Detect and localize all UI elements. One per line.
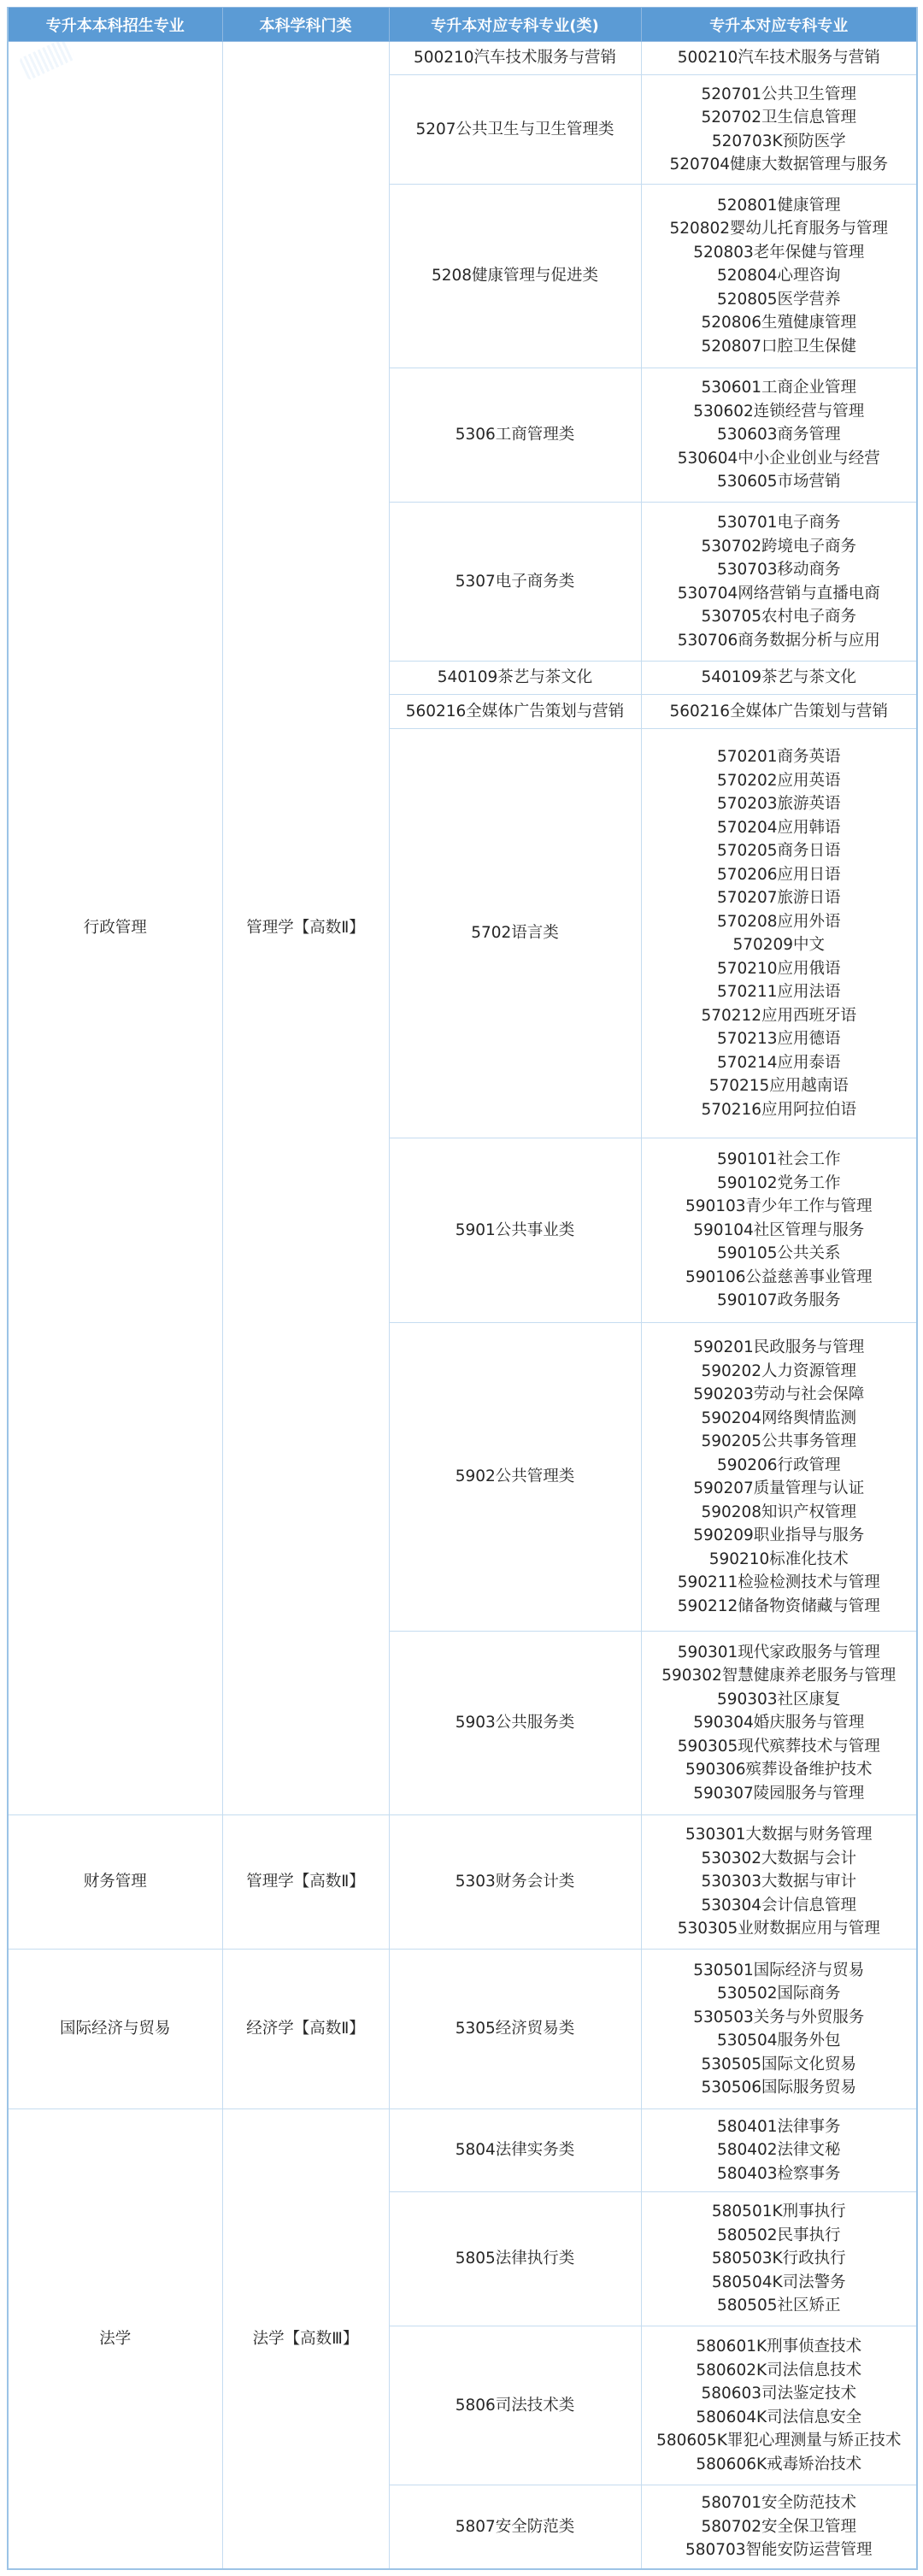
- college-major-item: 590106公益慈善事业管理: [685, 1267, 873, 1286]
- college-major-item: 590208知识产权管理: [701, 1503, 857, 1521]
- college-major-item: 520803老年保健与管理: [693, 243, 865, 262]
- college-major-item: 570205商务日语: [716, 842, 841, 860]
- college-major-item: 590103青少年工作与管理: [685, 1197, 873, 1216]
- college-major-item: 580401法律事务: [716, 2117, 841, 2136]
- college-major-item: 580605K罪犯心理测量与矫正技术: [656, 2432, 902, 2450]
- college-major-item: 580602K司法信息技术: [696, 2361, 862, 2379]
- college-major-item: 570209中文: [732, 936, 826, 954]
- header-college-major-class: 专升本对应专科专业(类): [389, 8, 641, 42]
- college-major-item: 530704网络营销与直播电商: [677, 584, 880, 603]
- college-major-item: 530304会计信息管理: [701, 1896, 857, 1914]
- college-major-item: 570213应用德语: [716, 1030, 841, 1048]
- college-major-item: 590301现代家政服务与管理: [677, 1643, 880, 1661]
- college-major-item: 520703K预防医学: [711, 132, 846, 150]
- college-major-list-cell: [641, 1323, 917, 1632]
- college-major-item: 590203劳动与社会保障: [693, 1385, 865, 1403]
- table-header-row: [8, 8, 917, 42]
- college-major-item: 590211检验检测技术与管理: [677, 1573, 880, 1591]
- college-major-list-cell: [641, 2326, 917, 2485]
- undergrad-major-cell: 法学: [8, 2109, 222, 2569]
- undergrad-major-cell: 财务管理: [8, 1815, 222, 1950]
- college-major-list-cell: [641, 1632, 917, 1815]
- college-major-item: 590202人力资源管理: [701, 1362, 857, 1380]
- college-major-item: 570211应用法语: [716, 983, 841, 1001]
- college-major-item: 590101社会工作: [716, 1150, 841, 1169]
- college-major-class-cell: 5702语言类: [389, 729, 641, 1138]
- college-major-item: 590210标准化技术: [708, 1550, 849, 1568]
- college-major-list-cell: [641, 1138, 917, 1323]
- college-major-item: 590206行政管理: [716, 1456, 841, 1474]
- college-major-class-cell: 5307电子商务类: [389, 503, 641, 662]
- college-major-item: 530601工商企业管理: [701, 379, 857, 397]
- college-major-item: 520704健康大数据管理与服务: [669, 156, 889, 173]
- college-major-item: 570203旅游英语: [716, 795, 841, 813]
- college-major-item: 580502民事执行: [716, 2226, 841, 2244]
- discipline-category-cell: 管理学【高数Ⅱ】: [222, 1815, 389, 1950]
- header-college-major: 专升本对应专科专业: [641, 8, 917, 42]
- college-major-item: 520804心理咨询: [716, 267, 841, 285]
- college-major-item: 520802婴幼儿托育服务与管理: [669, 220, 889, 238]
- college-major-item: 570214应用泰语: [716, 1053, 841, 1072]
- college-major-item: 530602连锁经营与管理: [693, 402, 865, 421]
- undergrad-major-cell: 国际经济与贸易: [8, 1950, 222, 2109]
- college-major-class-cell: 5807安全防范类: [389, 2485, 641, 2569]
- college-major-item: 530505国际文化贸易: [701, 2055, 857, 2073]
- college-major-item: 580701安全防范技术: [701, 2494, 857, 2512]
- college-major-class-cell: 5804法律实务类: [389, 2109, 641, 2192]
- college-major-item: 570201商务英语: [716, 748, 841, 766]
- college-major-class-cell: 560216全媒体广告策划与营销: [389, 695, 641, 729]
- college-major-item: 540109茶艺与茶文化: [701, 668, 857, 687]
- table-row: [8, 2109, 917, 2192]
- college-major-item: 570204应用韩语: [716, 818, 841, 837]
- college-major-list-cell: [641, 75, 917, 185]
- college-major-item: 570212应用西班牙语: [701, 1006, 857, 1025]
- college-major-item: 590207质量管理与认证: [693, 1479, 865, 1497]
- college-major-list-cell: [641, 2109, 917, 2192]
- college-major-item: 590307陵园服务与管理: [693, 1784, 865, 1803]
- table-body: [8, 42, 917, 2569]
- college-major-list-cell: [641, 1950, 917, 2109]
- college-major-item: 590104社区管理与服务: [693, 1220, 865, 1239]
- college-major-class-cell: 5207公共卫生与卫生管理类: [389, 75, 641, 185]
- college-major-item: 530503关务与外贸服务: [693, 2008, 865, 2026]
- college-major-item: 590105公共关系: [716, 1244, 841, 1263]
- college-major-item: 590102党务工作: [716, 1173, 841, 1192]
- college-major-item: 530502国际商务: [716, 1985, 841, 2003]
- college-major-item: 530301大数据与财务管理: [685, 1826, 873, 1844]
- college-major-item: 500210汽车技术服务与营销: [677, 49, 880, 68]
- college-major-class-cell: 500210汽车技术服务与营销: [389, 42, 641, 75]
- college-major-class-cell: 5805法律执行类: [389, 2192, 641, 2326]
- college-major-item: 580402法律文秘: [716, 2141, 841, 2160]
- college-major-item: 580504K司法警务: [711, 2273, 846, 2291]
- header-discipline-category: 本科学科门类: [222, 8, 389, 42]
- college-major-item: 570206应用日语: [716, 865, 841, 884]
- table-row: [8, 1815, 917, 1950]
- college-major-item: 590204网络舆情监测: [701, 1409, 857, 1427]
- college-major-item: 580606K戒毒矫治技术: [696, 2455, 862, 2473]
- college-major-item: 580503K行政执行: [711, 2250, 846, 2268]
- college-major-class-cell: 5901公共事业类: [389, 1138, 641, 1323]
- header-undergrad-major: 专升本本科招生专业: [8, 8, 222, 42]
- college-major-item: 580703智能安防运营管理: [685, 2541, 873, 2559]
- college-major-item: 520806生殖健康管理: [701, 314, 857, 332]
- college-major-item: 530703移动商务: [716, 561, 841, 579]
- college-major-item: 590303社区康复: [716, 1690, 841, 1709]
- college-major-item: 590209职业指导与服务: [693, 1526, 865, 1544]
- college-major-item: 570215应用越南语: [708, 1077, 849, 1095]
- college-major-class-cell: 5902公共管理类: [389, 1323, 641, 1632]
- college-major-item: 520805医学营养: [716, 290, 841, 309]
- discipline-category-cell: 管理学【高数Ⅱ】: [222, 42, 389, 1815]
- college-major-item: 590201民政服务与管理: [693, 1338, 865, 1356]
- college-major-class-cell: 5208健康管理与促进类: [389, 185, 641, 368]
- discipline-category-cell: 经济学【高数Ⅱ】: [222, 1950, 389, 2109]
- undergrad-major-cell: 行政管理: [8, 42, 222, 1815]
- college-major-item: 570210应用俄语: [716, 959, 841, 978]
- college-major-item: 530506国际服务贸易: [701, 2079, 857, 2097]
- college-major-item: 520701公共卫生管理: [701, 85, 857, 103]
- college-major-item: 530705农村电子商务: [701, 608, 857, 626]
- college-major-list-cell: [641, 1815, 917, 1950]
- college-major-item: 520807口腔卫生保健: [701, 337, 857, 356]
- college-major-item: 530706商务数据分析与应用: [677, 631, 880, 650]
- college-major-item: 530504服务外包: [716, 2032, 841, 2050]
- table-row: [8, 42, 917, 75]
- college-major-list-cell: [641, 503, 917, 662]
- discipline-category-cell: 法学【高数Ⅲ】: [222, 2109, 389, 2569]
- college-major-class-cell: 5305经济贸易类: [389, 1950, 641, 2109]
- college-major-item: 560216全媒体广告策划与营销: [669, 702, 889, 720]
- college-major-item: 580604K司法信息安全: [696, 2408, 862, 2426]
- college-major-item: 530501国际经济与贸易: [693, 1961, 865, 1979]
- college-major-item: 580603司法鉴定技术: [701, 2385, 857, 2403]
- college-major-list-cell: [641, 2192, 917, 2326]
- college-major-list-cell: [641, 662, 917, 695]
- college-major-item: 570216应用阿拉伯语: [701, 1100, 857, 1119]
- college-major-item: 530603商务管理: [716, 426, 841, 444]
- college-major-item: 580501K刑事执行: [711, 2203, 846, 2221]
- major-mapping-table: [7, 7, 918, 2570]
- college-major-list-cell: [641, 185, 917, 368]
- college-major-item: 530302大数据与会计: [701, 1849, 857, 1867]
- college-major-item: 590305现代殡葬技术与管理: [677, 1737, 880, 1756]
- college-major-item: 590205公共事务管理: [701, 1432, 857, 1450]
- college-major-item: 530701电子商务: [716, 514, 841, 532]
- college-major-item: 590107政务服务: [716, 1291, 841, 1310]
- college-major-item: 570208应用外语: [716, 912, 841, 931]
- college-major-class-cell: 5306工商管理类: [389, 368, 641, 503]
- college-major-item: 590306殡葬设备维护技术: [685, 1761, 873, 1779]
- college-major-class-cell: 5806司法技术类: [389, 2326, 641, 2485]
- college-major-class-cell: 5303财务会计类: [389, 1815, 641, 1950]
- college-major-list-cell: [641, 368, 917, 503]
- college-major-item: 530604中小企业创业与经营: [677, 449, 880, 468]
- college-major-item: 590212储备物资储藏与管理: [677, 1597, 880, 1615]
- college-major-item: 530305业财数据应用与管理: [677, 1920, 880, 1938]
- college-major-class-cell: 540109茶艺与茶文化: [389, 662, 641, 695]
- table-row: [8, 1950, 917, 2109]
- college-major-class-cell: 5903公共服务类: [389, 1632, 641, 1815]
- college-major-list-cell: [641, 729, 917, 1138]
- college-major-item: 570207旅游日语: [716, 889, 841, 907]
- college-major-item: 530605市场营销: [716, 473, 841, 491]
- college-major-item: 580403检察事务: [716, 2164, 841, 2183]
- college-major-list-cell: [641, 42, 917, 75]
- college-major-item: 530303大数据与审计: [701, 1873, 857, 1891]
- college-major-item: 590302智慧健康养老服务与管理: [661, 1667, 897, 1685]
- college-major-item: 520801健康管理: [716, 196, 841, 215]
- college-major-item: 590304婚庆服务与管理: [693, 1714, 865, 1732]
- college-major-item: 570202应用英语: [716, 771, 841, 790]
- college-major-item: 580601K刑事侦查技术: [696, 2338, 862, 2355]
- college-major-item: 580505社区矫正: [716, 2297, 841, 2315]
- college-major-item: 580702安全保卫管理: [701, 2517, 857, 2536]
- college-major-item: 520702卫生信息管理: [701, 109, 857, 126]
- college-major-list-cell: [641, 2485, 917, 2569]
- college-major-item: 530702跨境电子商务: [701, 537, 857, 556]
- college-major-list-cell: [641, 695, 917, 729]
